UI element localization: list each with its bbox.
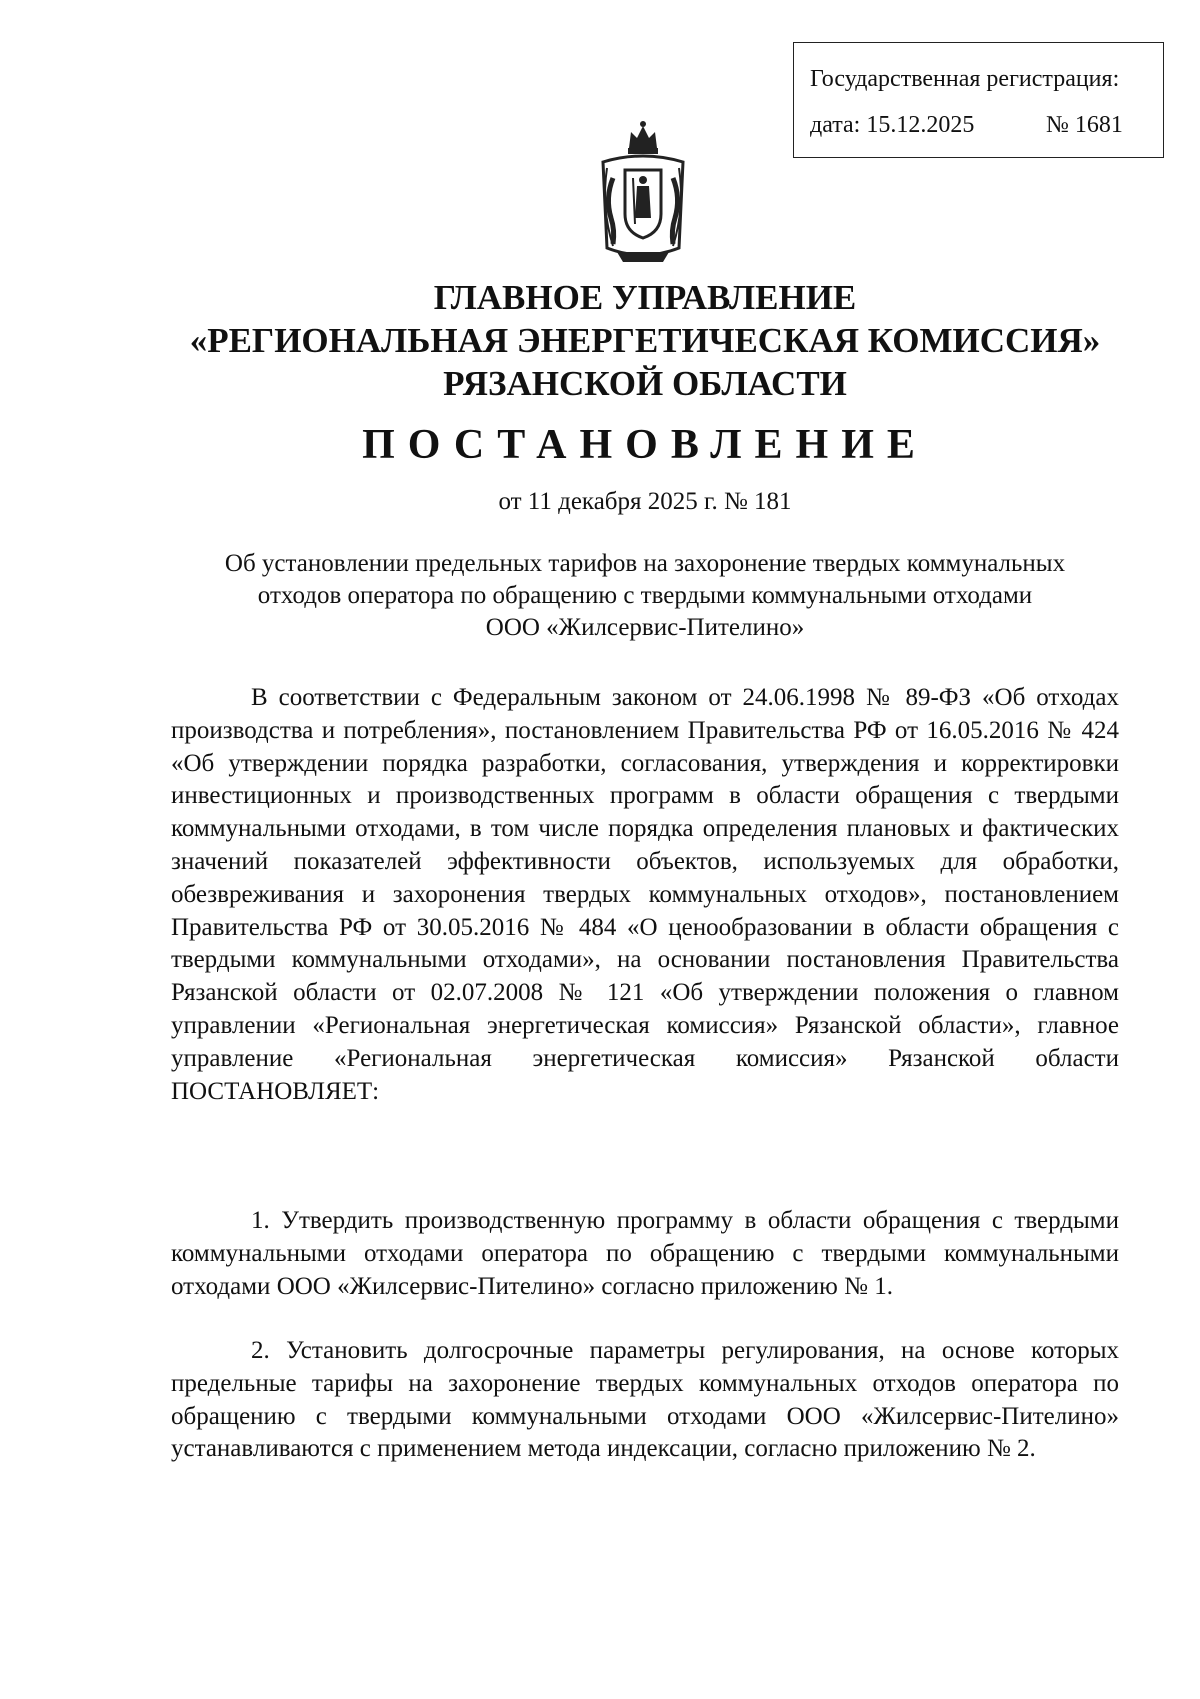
item-1-paragraph xyxy=(171,1205,1119,1303)
subject-line-3: ООО «Жилсервис-Пителино» xyxy=(485,614,805,641)
item-2-paragraph xyxy=(171,1335,1119,1466)
organization-line-2: «РЕГИОНАЛЬНАЯ ЭНЕРГЕТИЧЕСКАЯ КОМИССИЯ» xyxy=(189,321,1101,360)
preamble-paragraph xyxy=(171,682,1119,1108)
item-1-text: 1. Утвердить производственную программу в области обращения с твердыми коммунальными отходами оператора по обращению с твердыми коммунальными отходами ООО «Жилсервис-Пителино» согласно приложению № 1. xyxy=(171,1207,1119,1300)
preamble-text: В соответствии с Федеральным законом от 24.06.1998 № 89-ФЗ «Об отходах производства и потребления», постановлением Правительства РФ от 16.05.2016 № 424 «Об утверждении порядка разработки, согласования, утверждения и корректировки инвестиционных и производственных программ в области обращения с твердыми коммунальными отходами, в том числе порядка определения плановых и фактических значений показателей эффективности объектов, используемых для обработки, обезвреживания и захоронения твердых коммунальных отходов», постановлением Правительства РФ от 30.05.2016 № 484 «О ценообразовании в области обращения с твердыми коммунальными отходами», на основании постановления Правительства Рязанской области от 02.07.2008 № 121 «Об утверждении положения о главном управлении «Региональная энергетическая комиссия» Рязанской области», главное управление «Региональная энергетическая комиссия» Рязанской области ПОСТАНОВЛЯЕТ: xyxy=(171,684,1119,1105)
document-date-number: от 11 декабря 2025 г. № 181 xyxy=(498,488,792,515)
registration-stamp xyxy=(793,42,1164,158)
subject-line-2: отходов оператора по обращению с твердыми коммунальными отходами xyxy=(257,582,1033,609)
registration-number: № 1681 xyxy=(1046,112,1123,138)
item-2-text: 2. Установить долгосрочные параметры регулирования, на основе которых предельные тарифы на захоронение твердых коммунальных отходов оператора по обращению с твердыми коммунальными отходами ООО «Жилсервис-Пителино» устанавливаются с применением метода индексации, согласно приложению № 2. xyxy=(171,1337,1119,1463)
registration-title: Государственная регистрация: xyxy=(810,66,1120,92)
ryazan-coat-of-arms-icon xyxy=(593,118,693,268)
registration-date: дата: 15.12.2025 xyxy=(810,112,975,138)
organization-line-1: ГЛАВНОЕ УПРАВЛЕНИЕ xyxy=(433,278,857,317)
organization-line-3: РЯЗАНСКОЙ ОБЛАСТИ xyxy=(443,364,847,403)
subject-line-1: Об установлении предельных тарифов на захоронение твердых коммунальных xyxy=(224,550,1066,577)
organization-name xyxy=(0,276,1200,405)
document-subject xyxy=(0,548,1200,644)
document-title: ПОСТАНОВЛЕНИЕ xyxy=(362,422,928,468)
